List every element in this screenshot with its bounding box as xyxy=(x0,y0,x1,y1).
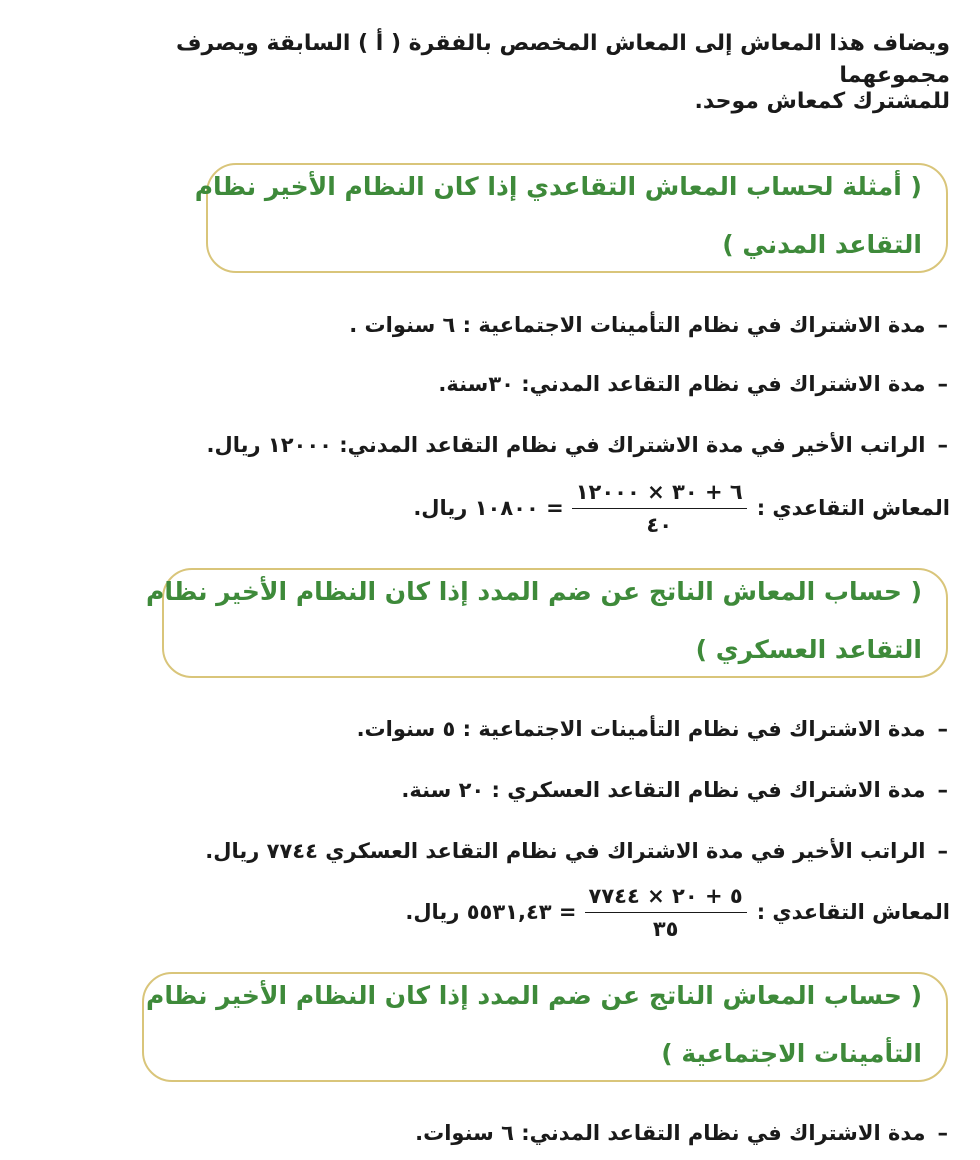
bullet-item xyxy=(401,775,948,805)
bullet-item xyxy=(415,1118,948,1148)
formula-result: = ١٠٨٠٠ ريال. xyxy=(413,496,564,520)
formula-result: = ٥٥٣١,٤٣ ريال. xyxy=(405,900,577,924)
bullet-dash: – xyxy=(937,1121,948,1145)
bullet-text: مدة الاشتراك في نظام التقاعد المدني: ٦ سنوات. xyxy=(415,1121,926,1145)
bullet-text: مدة الاشتراك في نظام التأمينات الاجتماعية : ٥ سنوات. xyxy=(356,717,926,741)
section-heading-civil xyxy=(194,163,948,273)
intro-line-1: ويضاف هذا المعاش إلى المعاش المخصص بالفقرة ( أ ) السابقة ويصرف مجموعهما xyxy=(175,31,950,88)
pension-formula xyxy=(413,478,950,538)
section-heading-line-1: ( حساب المعاش الناتج عن ضم المدد إذا كان النظام الأخير نظام xyxy=(146,981,922,1010)
bullet-item xyxy=(438,369,948,399)
section-heading-line-2: التقاعد المدني ) xyxy=(722,230,922,259)
bullet-text: الراتب الأخير في مدة الاشتراك في نظام التقاعد العسكري ٧٧٤٤ ريال. xyxy=(205,839,926,863)
formula-label: المعاش التقاعدي : xyxy=(756,496,950,520)
bullet-text: مدة الاشتراك في نظام التقاعد المدني: ٣٠سنة. xyxy=(438,372,926,396)
section-heading-line-2: التأمينات الاجتماعية ) xyxy=(661,1039,922,1068)
formula-numerator: ٦ + ٣٠ × ١٢٠٠٠ xyxy=(572,480,747,509)
bullet-dash: – xyxy=(937,778,948,802)
section-heading-line-1: ( أمثلة لحساب المعاش التقاعدي إذا كان النظام الأخير نظام xyxy=(194,172,922,201)
formula-fraction xyxy=(572,480,747,537)
section-heading-social-insurance xyxy=(142,972,948,1082)
bullet-text: مدة الاشتراك في نظام التأمينات الاجتماعية : ٦ سنوات . xyxy=(349,313,926,337)
bullet-item xyxy=(205,836,948,866)
section-heading-line-1: ( حساب المعاش الناتج عن ضم المدد إذا كان النظام الأخير نظام xyxy=(146,577,922,606)
bullet-text: مدة الاشتراك في نظام التقاعد العسكري : ٢٠ سنة. xyxy=(401,778,926,802)
formula-label: المعاش التقاعدي : xyxy=(756,900,950,924)
formula-denominator: ٣٥ xyxy=(652,916,679,941)
formula-denominator: ٤٠ xyxy=(646,512,673,537)
bullet-dash: – xyxy=(937,717,948,741)
bullet-item xyxy=(207,430,949,460)
formula-numerator: ٥ + ٢٠ × ٧٧٤٤ xyxy=(585,884,747,913)
section-heading-military xyxy=(146,568,948,678)
bullet-dash: – xyxy=(937,433,948,457)
bullet-item xyxy=(357,714,948,744)
bullet-dash: – xyxy=(937,313,948,337)
bullet-item xyxy=(349,310,948,340)
formula-fraction xyxy=(585,884,747,941)
bullet-dash: – xyxy=(937,372,948,396)
pension-formula xyxy=(405,882,950,942)
intro-line-2: للمشترك كمعاش موحد. xyxy=(694,89,950,114)
bullet-dash: – xyxy=(937,839,948,863)
bullet-text: الراتب الأخير في مدة الاشتراك في نظام التقاعد المدني: ١٢٠٠٠ ريال. xyxy=(206,433,926,457)
section-heading-line-2: التقاعد العسكري ) xyxy=(695,635,922,664)
